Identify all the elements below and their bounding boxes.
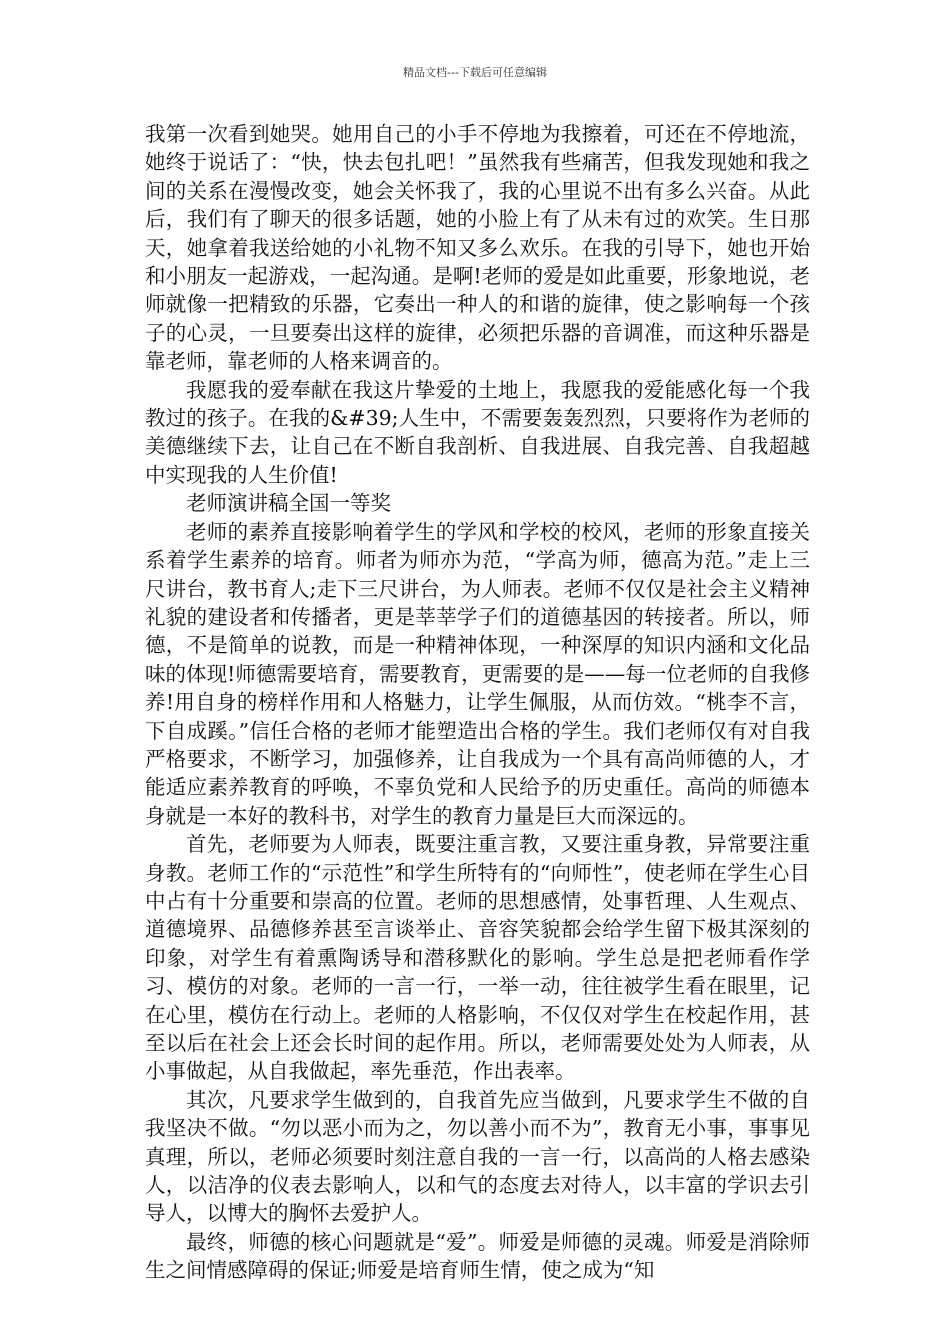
- paragraph: 老师的素养直接影响着学生的学风和学校的校风，老师的形象直接关系着学生素养的培育。师者为师亦为范，“学高为师，德高为范。”走上三尺讲台，教书育人;走下三尺讲台，为人师表。老师不仅仅是社会主义精神礼貌的建设者和传播者，更是莘莘学子们的道德基因的转接者。所以，师德，不是简单的说教，而是一种精神体现，一种深厚的知识内涵和文化品味的体现!师德需要培育，需要教育，更需要的是——每一位老师的自我修养!用自身的榜样作用和人格魅力，让学生佩服，从而仿效。“桃李不言，下自成蹊。”信任合格的老师才能塑造出合格的学生。我们老师仅有对自我严格要求，不断学习，加强修养，让自我成为一个具有高尚师德的人，才能适应素养教育的呼唤，不辜负党和人民给予的历史重任。高尚的师德本身就是一本好的教科书，对学生的教育力量是巨大而深远的。: [145, 519, 810, 828]
- page-header: 精品文档---下载后可任意编辑: [403, 66, 547, 79]
- section-heading: 老师演讲稿全国一等奖: [186, 491, 391, 516]
- paragraph: 我第一次看到她哭。她用自己的小手不停地为我擦着，可还在不停地流，她终于说话了：“快，快去包扎吧！”虽然我有些痛苦，但我发现她和我之间的关系在漫慢改变，她会关怀我了，我的心里说不出有多么兴奋。从此后，我们有了聊天的很多话题，她的小脸上有了从未有过的欢笑。生日那天，她拿着我送给她的小礼物不知又多么欢乐。在我的引导下，她也开始和小朋友一起游戏，一起沟通。是啊!老师的爱是如此重要，形象地说，老师就像一把精致的乐器，它奏出一种人的和谐的旋律，使之影响每一个孩子的心灵，一旦要奏出这样的旋律，必须把乐器的音调准，而这种乐器是靠老师，靠老师的人格来调音的。: [145, 122, 810, 374]
- document-body: [145, 120, 810, 1285]
- paragraph: 其次，凡要求学生做到的，自我首先应当做到，凡要求学生不做的自我坚决不做。“勿以恶小而为之，勿以善小而不为”，教育无小事，事事见真理，所以，老师必须要时刻注意自我的一言一行，以高尚的人格去感染人，以洁净的仪表去影响人，以和气的态度去对待人，以丰富的学识去引导人，以博大的胸怀去爱护人。: [145, 1087, 810, 1226]
- paragraph: 首先，老师要为人师表，既要注重言教，又要注重身教，异常要注重身教。老师工作的“示范性”和学生所特有的“向师性”，使老师在学生心目中占有十分重要和崇高的位置。老师的思想感情，处事哲理、人生观点、道德境界、品德修养甚至言谈举止、音容笑貌都会给学生留下极其深刻的印象，对学生有着熏陶诱导和潜移默化的影响。学生总是把老师看作学习、模仿的对象。老师的一言一行，一举一动，往往被学生看在眼里，记在心里，模仿在行动上。老师的人格影响，不仅仅对学生在校起作用，甚至以后在社会上还会长时间的起作用。所以，老师需要处处为人师表，从小事做起，从自我做起，率先垂范，作出表率。: [145, 832, 810, 1084]
- paragraph: 最终，师德的核心问题就是“爱”。师爱是师德的灵魂。师爱是消除师生之间情感障碍的保证;师爱是培育师生情，使之成为“知: [145, 1229, 810, 1283]
- paragraph: 我愿我的爱奉献在我这片挚爱的土地上，我愿我的爱能感化每一个我教过的孩子。在我的&#39;人生中，不需要轰轰烈烈，只要将作为老师的美德继续下去，让自己在不断自我剖析、自我进展、自我完善、自我超越中实现我的人生价值!: [145, 377, 810, 487]
